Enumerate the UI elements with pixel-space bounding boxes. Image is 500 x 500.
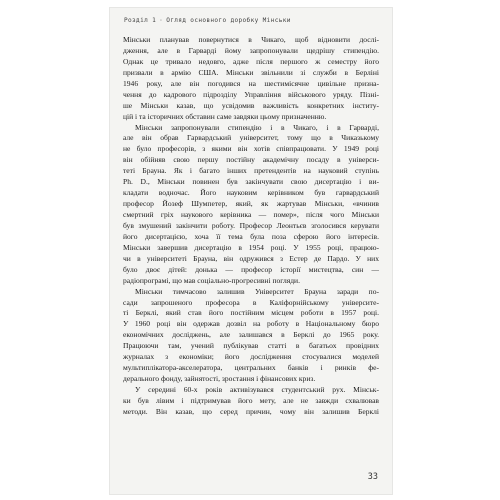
text-line: ки був лівим і підтримував його мету, але не завжди схвалював: [123, 395, 379, 405]
text-line: чення до кадрового підрозділу Управління військового уряду. Пізні-: [123, 89, 379, 99]
text-line: Мінськи тимчасово залишив Університет Брауна заради по-: [135, 286, 379, 296]
text-line: Мінськи запропонували стипендію і в Чикаго, і в Гарварді,: [135, 122, 379, 132]
text-line: ті Берклі, який став його постійним місцем роботи в 1957 році.: [123, 308, 379, 318]
chapter-label: Розділ 1: [124, 17, 157, 24]
text-line: У 1960 році він одержав дозвіл на роботу в Національному бюро: [123, 319, 379, 329]
book-page: [110, 8, 392, 494]
text-line: цій і та історичних обставин саме завдяки цьому призначенню.: [123, 111, 327, 121]
text-line: смертний гріх наукового керівника — помер», після чого Мінськи: [123, 210, 379, 219]
text-line: дерального фонду, зайнятості, зростання і фінансових криз.: [123, 374, 316, 384]
text-line: було двоє дітей: донька — професор історії мистецтва, син —: [123, 264, 379, 274]
text-line: 1946 року, але він погодився на шестимісячне цивільне призна-: [123, 78, 379, 88]
text-line: сади запрошеного професора в Каліфорнійському університе-: [123, 297, 379, 307]
body-text: [123, 35, 379, 418]
text-line: методи. Він казав, що серед причин, чому він залишив Берклі: [123, 406, 379, 416]
text-line: Ph. D., Мінськи повинен був закінчувати свою дисертацію і ви-: [123, 177, 379, 187]
text-line: професор Йозеф Шумпетер, який, як жартував Мінськи, «вчинив: [123, 199, 379, 209]
text-line: Однак це тривало недовго, адже після першого ж семестру його: [123, 56, 379, 66]
text-line: економічних досліджень, але залишався в Берклі до 1965 року.: [123, 330, 379, 340]
paragraph: [123, 385, 379, 418]
text-line: У середині 60-х років активізувався студентський рух. Мінськ-: [135, 385, 379, 394]
text-line: кладати водночас. Його науковим керівником був гарвардський: [123, 188, 379, 198]
text-line: теті Брауна. Як і багато інших претендентів на науковий ступінь: [123, 166, 379, 176]
text-line: був змушений закінчити роботу. Професор Леонтьєв зголосився керувати: [123, 220, 379, 230]
header-separator: ·: [159, 17, 164, 24]
text-line: але він обрав Гарвардський університет, тому що в Чиказькому: [123, 133, 379, 143]
text-line: Мінськи планував повернутися в Чикаго, щоб відновити дослі-: [123, 35, 379, 44]
text-line: його дисертацією, хоча її тема була поза сферою його інтересів.: [123, 231, 379, 241]
text-line: журналах з економіки; його дослідження стосувалися моделей: [123, 352, 379, 362]
text-line: він обійняв свою першу постійну академічну посаду в універси-: [123, 155, 379, 165]
text-line: не було професорів, з якими він хотів співпрацювати. У 1949 році: [123, 144, 379, 154]
chapter-title: Огляд основного доробку Мінськи: [166, 17, 291, 24]
text-line: мультиплікатора-акселератора, центральних банків і ринків фе-: [123, 363, 379, 373]
text-line: дження, але в Гарварді йому запропонували щедрішу стипендію.: [123, 45, 379, 55]
text-line: призвали в армію США. Мінськи звільнили зі служби в Берліні: [123, 67, 379, 77]
paragraph: [123, 35, 379, 123]
text-line: радіопрограмі, що мав соціально-прогресивні погляди.: [123, 275, 300, 285]
text-line: ше Мінськи казав, що усвідомив важливість конкретних інститу-: [123, 100, 379, 110]
paragraph: [123, 123, 379, 287]
page-number: 33: [367, 472, 378, 482]
text-line: Мінськи завершив дисертацію в 1954 році. У 1955 році, працюю-: [123, 242, 379, 252]
text-line: Працюючи там, учений публікував статті в багатьох провідних: [123, 341, 379, 351]
paragraph: [123, 287, 379, 385]
text-line: чи в університеті Брауна, він одружився з Естер де Пардо. У них: [123, 253, 379, 263]
running-head: [124, 17, 378, 24]
